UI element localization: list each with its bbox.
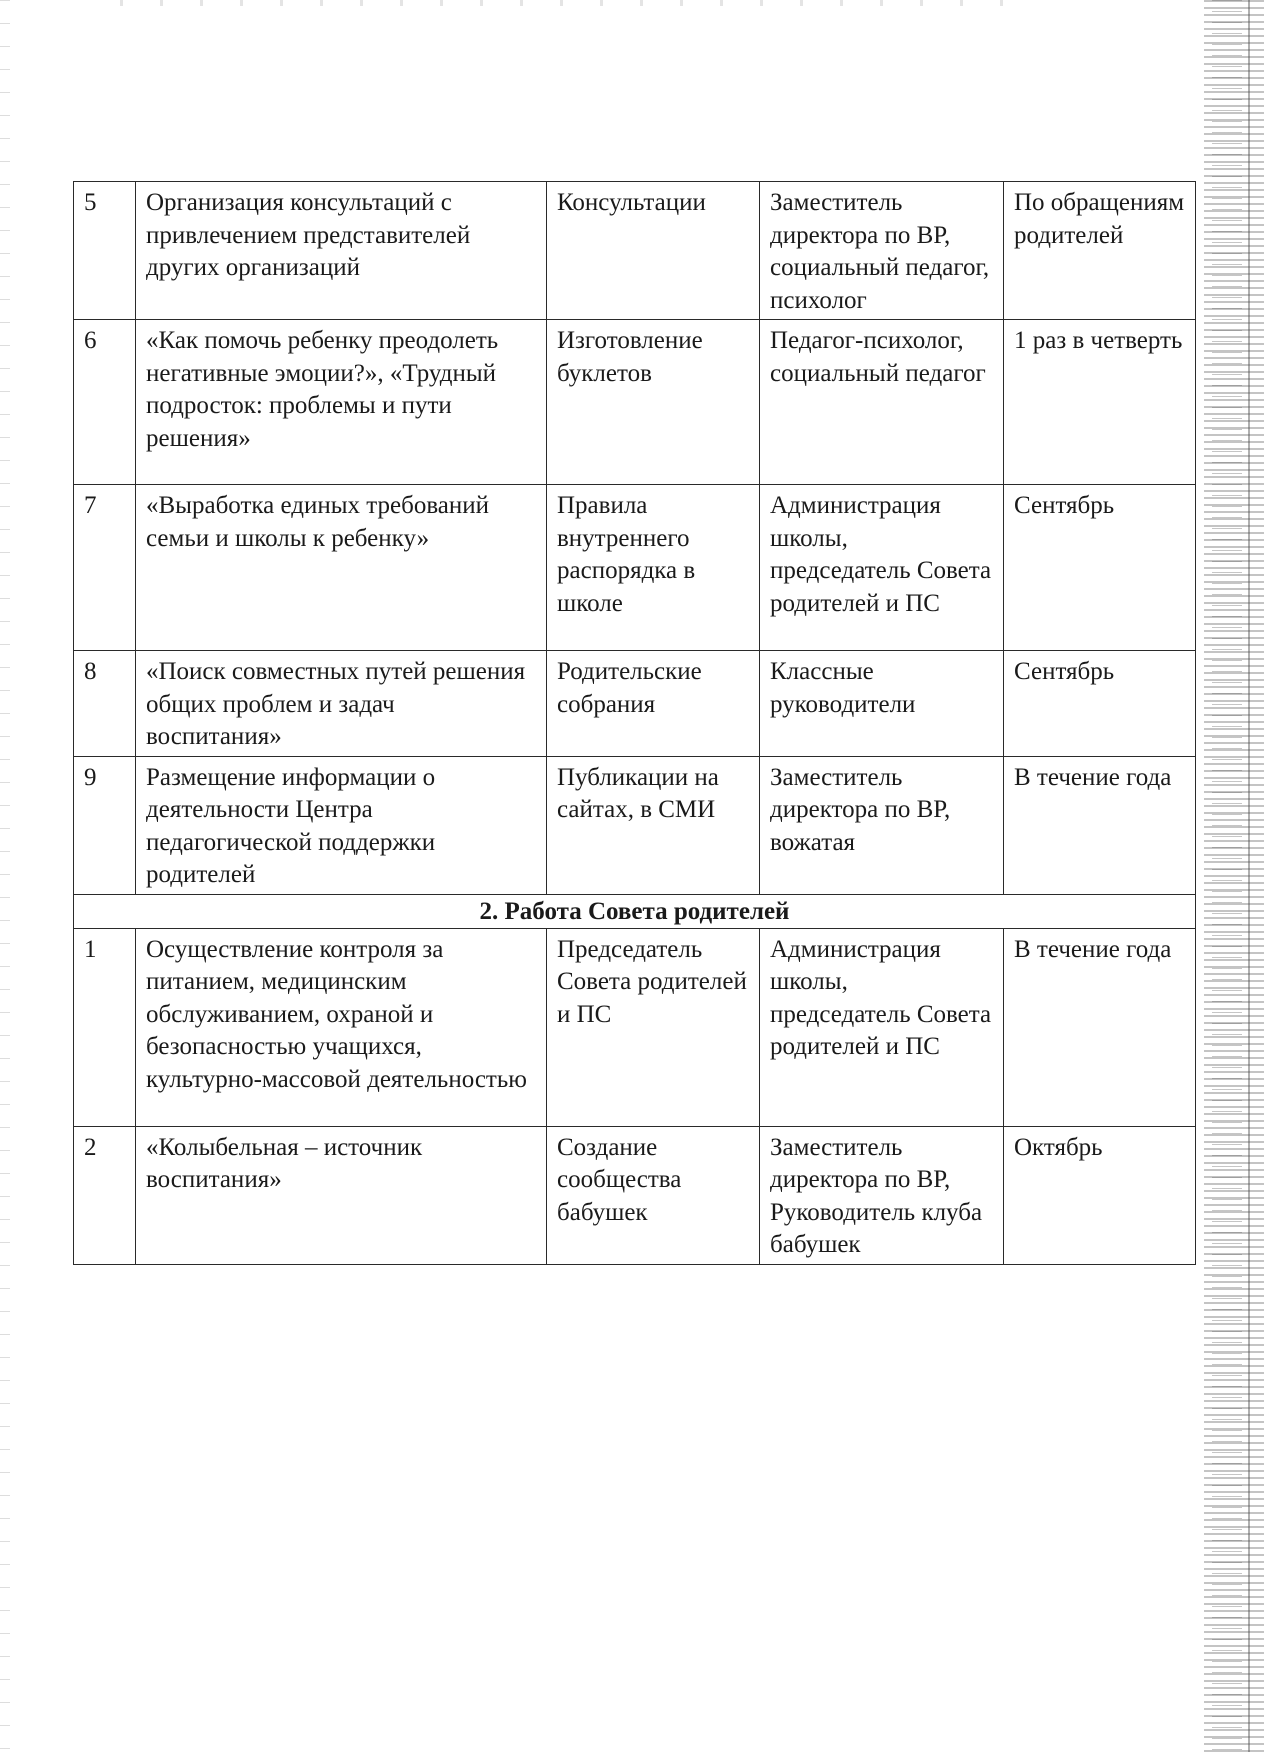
activity-name: Осуществление контроля за питанием, медицинским обслуживанием, охраной и безопасностью учащихся, культурно-массовой деятельностью <box>136 928 547 1126</box>
activity-form: Публикации на сайтах, в СМИ <box>547 756 760 894</box>
row-number: 5 <box>74 182 136 320</box>
scan-edge-line <box>1248 0 1250 1752</box>
activity-name: Размещение информации о деятельности Центра педагогической поддержки родителей <box>136 756 547 894</box>
responsible: Заместитель директора по ВР, вожатая <box>760 756 1004 894</box>
activity-form: Изготовление буклетов <box>547 320 760 485</box>
activity-form: Председатель Совета родителей и ПС <box>547 928 760 1126</box>
scan-noise-left <box>0 0 10 1752</box>
table-row <box>74 1126 1196 1264</box>
term: 1 раз в четверть <box>1004 320 1196 485</box>
table-row <box>74 928 1196 1126</box>
section-row <box>74 894 1196 928</box>
row-number: 2 <box>74 1126 136 1264</box>
term: В течение года <box>1004 756 1196 894</box>
activity-form: Консультации <box>547 182 760 320</box>
row-number: 7 <box>74 485 136 651</box>
row-number: 1 <box>74 928 136 1126</box>
row-number: 6 <box>74 320 136 485</box>
responsible: Заместитель директора по ВР, Руководитель клуба бабушек <box>760 1126 1004 1264</box>
activity-name: «Выработка единых требований семьи и школы к ребенку» <box>136 485 547 651</box>
activity-name: «Поиск совместных путей решения общих проблем и задач воспитания» <box>136 651 547 757</box>
activity-form: Создание сообщества бабушек <box>547 1126 760 1264</box>
row-number: 8 <box>74 651 136 757</box>
scan-noise-right-inner <box>1212 0 1242 1752</box>
table-row <box>74 182 1196 320</box>
responsible: Классные руководители <box>760 651 1004 757</box>
responsible: Педагог-психолог, социальный педагог <box>760 320 1004 485</box>
scan-noise-top <box>120 0 1020 6</box>
term: Октябрь <box>1004 1126 1196 1264</box>
table-row <box>74 485 1196 651</box>
activity-name: Организация консультаций с привлечением представителей других организаций <box>136 182 547 320</box>
table-row <box>74 651 1196 757</box>
term: Сентябрь <box>1004 651 1196 757</box>
row-number: 9 <box>74 756 136 894</box>
term: Сентябрь <box>1004 485 1196 651</box>
activity-form: Родительские собрания <box>547 651 760 757</box>
responsible: Администрация школы, председатель Совета родителей и ПС <box>760 485 1004 651</box>
table-row <box>74 320 1196 485</box>
term: По обращениям родителей <box>1004 182 1196 320</box>
responsible: Заместитель директора по ВР, социальный педагог, психолог <box>760 182 1004 320</box>
responsible: Администрация школы, председатель Совета родителей и ПС <box>760 928 1004 1126</box>
activity-form: Правила внутреннего распорядка в школе <box>547 485 760 651</box>
activity-name: «Как помочь ребенку преодолеть негативные эмоции?», «Трудный подросток: проблемы и пути решения» <box>136 320 547 485</box>
term: В течение года <box>1004 928 1196 1126</box>
activity-name: «Колыбельная – источник воспитания» <box>136 1126 547 1264</box>
activity-plan-table <box>73 181 1196 1265</box>
table-row <box>74 756 1196 894</box>
section-title: 2. Работа Совета родителей <box>74 894 1196 928</box>
